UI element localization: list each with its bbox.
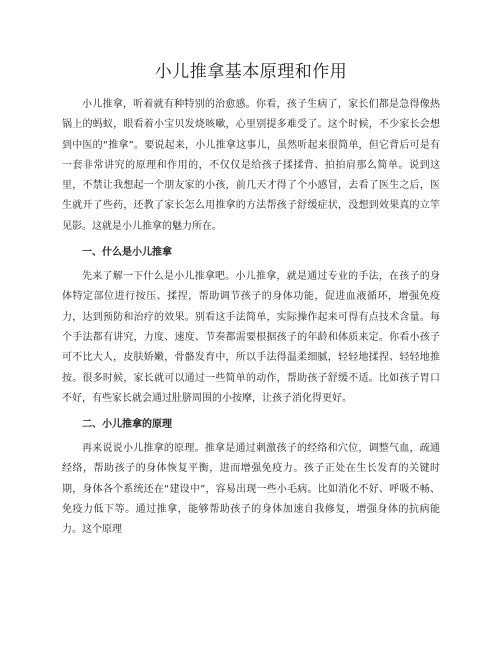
intro-paragraph: 小儿推拿，听着就有种特别的治愈感。你看，孩子生病了，家长们都是急得像热锅上的蚂蚁，眼看着小宝贝发烧咳嗽，心里别提多难受了。这个时候，不少家长会想到中医的“推拿”。要说起来，小儿推拿这事儿，虽然听起来很简单，但它背后可是有一套非常讲究的原理和作用的，不仅仅是给孩子揉揉背、拍拍肩那么简单。说到这里，不禁让我想起一个朋友家的小孩，前几天才得了个小感冒，去看了医生之后，医生就开了些药，还教了家长怎么用推拿的方法帮孩子舒缓症状，没想到效果真的立竿见影。这就是小儿推拿的魅力所在。 xyxy=(62,99,440,232)
section-2-paragraph: 再来说说小儿推拿的原理。推拿是通过刺激孩子的经络和穴位，调整气血，疏通经络，帮助孩子的身体恢复平衡，进而增强免疫力。孩子正处在生长发育的关键时期，身体各个系统还在“建设中”，容易出现一些小毛病。比如消化不好、呼吸不畅、免疫力低下等。通过推拿，能够帮助孩子的身体加速自我修复，增强身体的抗病能力。这个原理 xyxy=(62,443,440,536)
document-title: 小儿推拿基本原理和作用 xyxy=(154,62,348,82)
section-1-paragraph: 先来了解一下什么是小儿推拿吧。小儿推拿，就是通过专业的手法，在孩子的身体特定部位进行按压、揉捏，帮助调节孩子的身体功能，促进血液循环，增强免疫力，达到预防和治疗的效果。别看这手法简单，实际操作起来可得有点技术含量。每个手法都有讲究，力度、速度、节奏都需要根据孩子的年龄和体质来定。你看小孩子可不比大人，皮肤娇嫩，骨骼发育中，所以手法得温柔细腻，轻轻地揉捏、轻轻地推按。很多时候，家长就可以通过一些简单的动作，帮助孩子舒缓不适。比如孩子胃口不好，有些家长就会通过肚脐周围的小按摩，让孩子消化得更好。 xyxy=(62,271,440,404)
section-2-heading: 二、小儿推拿的原理 xyxy=(82,419,172,431)
section-1-heading: 一、什么是小儿推拿 xyxy=(82,247,172,259)
